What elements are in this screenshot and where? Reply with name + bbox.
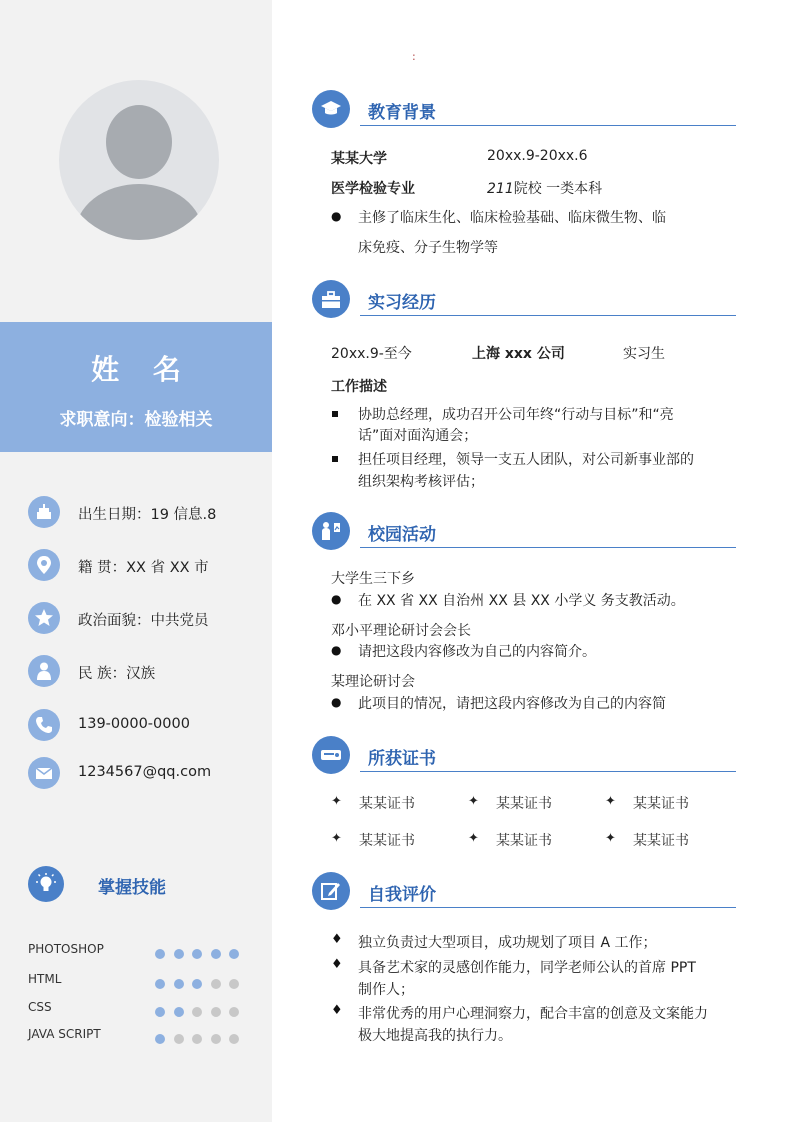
sidebar [0, 0, 272, 1122]
campus-act1-title: 大学生三下乡 [331, 571, 415, 587]
sparkle-icon: ✦ [605, 831, 616, 846]
school-tier [487, 178, 602, 198]
skill-dot-filled [174, 1007, 184, 1017]
skill-dot-filled [192, 949, 202, 959]
skill-level-dots [155, 944, 248, 963]
internship-header [312, 280, 740, 320]
sparkle-icon: ✦ [468, 831, 479, 846]
campus-act1-desc: 在 XX 省 XX 自治州 XX 县 XX 小学义 务支教活动。 [358, 593, 685, 609]
phone-text: 139-0000-0000 [78, 716, 190, 732]
self-eval-divider [360, 907, 736, 908]
internship-item2-line1: 担任项目经理，领导一支五人团队，对公司新事业部的 [358, 452, 694, 468]
skill-dot-filled [155, 949, 165, 959]
mail-icon [28, 757, 60, 789]
avatar-head [106, 105, 172, 179]
info-politics [28, 602, 268, 636]
cert-item: 某某证书 [359, 796, 415, 812]
lightbulb-icon [28, 866, 64, 902]
education-period: 20xx.9-20xx.6 [487, 148, 588, 164]
skill-dot-empty [211, 979, 221, 989]
self-eval-header [312, 872, 740, 912]
ethnic-text: 民 族：汉族 [78, 666, 156, 682]
skill-dot-filled [174, 949, 184, 959]
cert-item: 某某证书 [633, 796, 689, 812]
skill-label: JAVA SCRIPT [28, 1027, 101, 1041]
internship-divider [360, 315, 736, 316]
skill-row [28, 999, 258, 1017]
skill-dot-filled [174, 979, 184, 989]
bullet-drop: ♦ [331, 932, 343, 947]
major-name: 医学检验专业 [331, 181, 415, 197]
education-title: 教育背景 [368, 103, 436, 123]
sparkle-icon: ✦ [331, 794, 342, 809]
job-intent: 求职意向：检验相关 [59, 410, 213, 430]
skill-dot-filled [192, 979, 202, 989]
skill-row [28, 971, 258, 989]
internship-company: 上海 xxx 公司 [472, 346, 565, 362]
certificate-icon [312, 736, 350, 774]
internship-item1-line1: 协助总经理，成功召开公司年终“行动与目标”和“亮 [358, 407, 674, 423]
skill-level-dots [155, 1029, 248, 1048]
skill-dot-empty [229, 1034, 239, 1044]
briefcase-icon [312, 280, 350, 318]
bullet-dot: ● [331, 643, 342, 657]
sparkle-icon: ✦ [468, 794, 479, 809]
education-desc-line2: 床免疫、分子生物学等 [358, 240, 498, 256]
info-birth [28, 496, 268, 530]
cert-item: 某某证书 [633, 833, 689, 849]
skill-row [28, 1026, 258, 1044]
bullet-dot: ● [331, 209, 342, 223]
birth-text: 出生日期：19 信息.8 [78, 507, 217, 523]
star-icon [28, 602, 60, 634]
skill-dot-filled [229, 949, 239, 959]
skill-dot-filled [155, 979, 165, 989]
self-eval-item1: 独立负责过大型项目，成功规划了项目 A 工作； [358, 935, 657, 951]
education-desc-line1: 主修了临床生化、临床检验基础、临床微生物、临 [358, 210, 666, 226]
skill-level-dots [155, 974, 248, 993]
cert-item: 某某证书 [496, 796, 552, 812]
school-name: 某某大学 [331, 151, 387, 167]
skill-dot-empty [192, 1007, 202, 1017]
skill-dot-filled [155, 1007, 165, 1017]
certs-header [312, 736, 740, 776]
bullet-dot: ● [331, 592, 342, 606]
education-header [312, 90, 740, 130]
campus-act2-title: 邓小平理论研讨会会长 [331, 623, 471, 639]
self-eval-item2-line2: 制作人； [358, 982, 414, 998]
info-email [28, 757, 268, 791]
location-pin-icon [28, 549, 60, 581]
phone-icon [28, 709, 60, 741]
politics-text: 政治面貌：中共党员 [78, 613, 209, 629]
edit-icon [312, 872, 350, 910]
campus-act2-desc: 请把这段内容修改为自己的内容简介。 [358, 644, 596, 660]
campus-act3-desc: 此项目的情况，请把这段内容修改为自己的内容简 [358, 696, 666, 712]
bullet-square [332, 411, 338, 417]
self-eval-item3-line1: 非常优秀的用户心理洞察力，配合丰富的创意及文案能力 [358, 1006, 708, 1022]
skill-dot-empty [229, 979, 239, 989]
presenter-icon [312, 512, 350, 550]
sparkle-icon: ✦ [605, 794, 616, 809]
campus-header [312, 512, 740, 552]
email-text: 1234567@qq.com [78, 764, 212, 780]
skill-dot-empty [211, 1007, 221, 1017]
skills-title: 掌握技能 [98, 878, 166, 898]
campus-act3-title: 某理论研讨会 [331, 674, 415, 690]
certs-divider [360, 771, 736, 772]
skill-label: CSS [28, 1000, 52, 1014]
bullet-drop: ♦ [331, 957, 343, 972]
skill-dot-empty [211, 1034, 221, 1044]
skills-header [28, 866, 268, 906]
internship-title: 实习经历 [368, 293, 436, 313]
info-hometown [28, 549, 268, 583]
internship-role: 实习生 [623, 346, 665, 362]
candidate-name: 姓 名 [91, 353, 193, 386]
bullet-square [332, 456, 338, 462]
skill-label: HTML [28, 972, 62, 986]
self-eval-item2-line1: 具备艺术家的灵感创作能力，同学老师公认的首席 PPT [358, 960, 696, 976]
work-desc-title: 工作描述 [331, 379, 387, 395]
school-tier-number: 211 [487, 181, 514, 197]
self-eval-item3-line2: 极大地提高我的执行力。 [358, 1028, 512, 1044]
name-banner [0, 322, 272, 452]
internship-item1-line2: 话”面对面沟通会； [358, 428, 478, 444]
skill-row [28, 941, 258, 959]
page-marker: : [412, 50, 416, 63]
info-ethnic [28, 655, 268, 689]
campus-title: 校园活动 [368, 525, 436, 545]
person-icon [28, 655, 60, 687]
skill-dot-filled [155, 1034, 165, 1044]
bullet-dot: ● [331, 695, 342, 709]
hometown-text: 籍 贯：XX 省 XX 市 [78, 560, 209, 576]
campus-divider [360, 547, 736, 548]
cert-item: 某某证书 [496, 833, 552, 849]
skill-level-dots [155, 1002, 248, 1021]
self-eval-title: 自我评价 [368, 885, 436, 905]
cake-icon [28, 496, 60, 528]
cert-item: 某某证书 [359, 833, 415, 849]
skill-dot-filled [211, 949, 221, 959]
skill-dot-empty [229, 1007, 239, 1017]
graduation-cap-icon [312, 90, 350, 128]
bullet-drop: ♦ [331, 1003, 343, 1018]
skill-dot-empty [174, 1034, 184, 1044]
skill-dot-empty [192, 1034, 202, 1044]
sparkle-icon: ✦ [331, 831, 342, 846]
certs-title: 所获证书 [368, 749, 436, 769]
school-tier-rest: 院校 一类本科 [513, 181, 603, 197]
education-divider [360, 125, 736, 126]
skill-label: PHOTOSHOP [28, 942, 104, 956]
internship-item2-line2: 组织架构考核评估； [358, 474, 484, 490]
avatar [59, 80, 219, 240]
info-phone [28, 709, 268, 743]
internship-period: 20xx.9-至今 [331, 346, 412, 362]
avatar-body [75, 184, 203, 240]
